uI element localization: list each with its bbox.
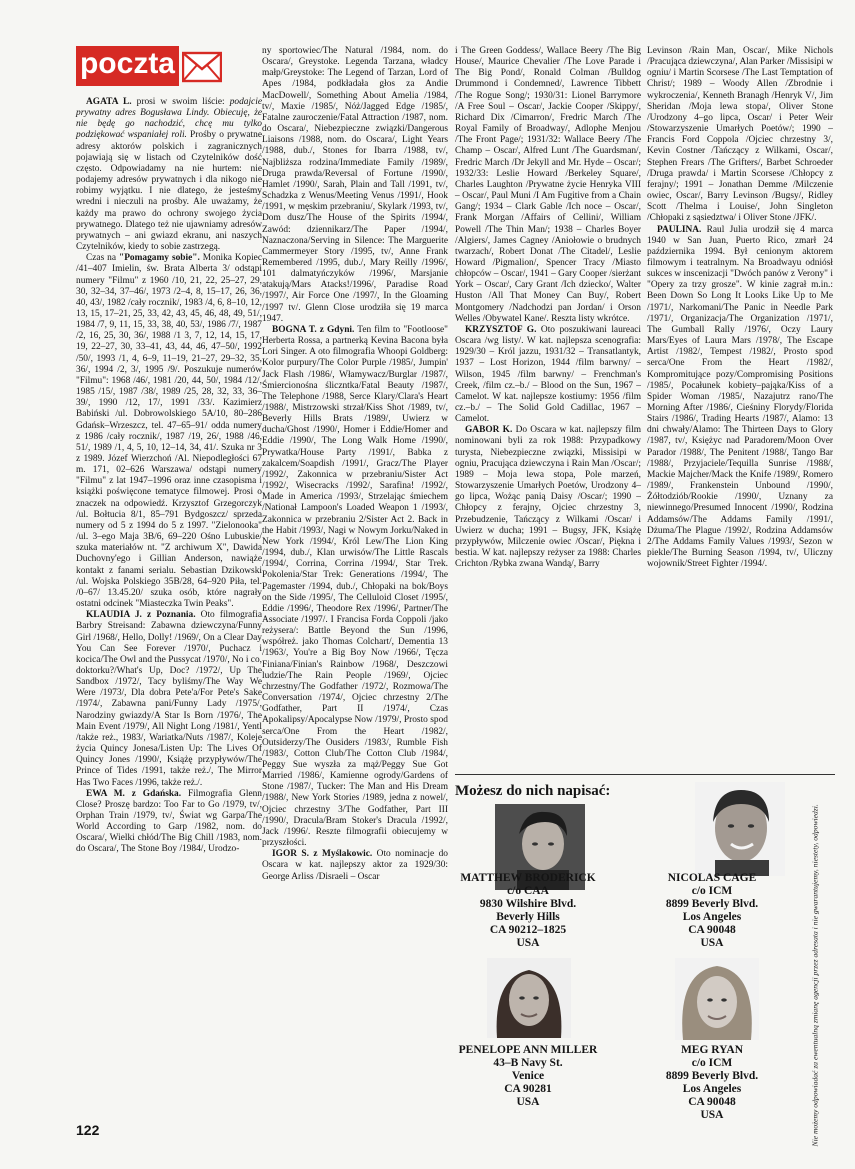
address-line: Los Angeles [682, 1083, 742, 1095]
celebrity-name: PENELOPE ANN MILLER [458, 1044, 598, 1056]
letter-text: Oto poszukiwani laureaci Oscara /wg listy/. W kat. najlepsza scenografia: 1929/30 – Król jazzu, 1931/32 – Transatlantyk, 1937 – Lost Horizon, 1944 /film barwny/ – Wilson, 1945 /film barwny/ – Frenchman's Creek, /film cz.–b./ – Blood on the Sun, 1967 – Camelot. W kat. najlepsze kostiumy: 1956 /film cz.–b./ – The Solid Gold Cadillac, 1967 – Camelot. [455, 324, 641, 425]
letter-author: PAULINA. [657, 224, 702, 235]
portrait-photo [487, 958, 571, 1038]
letter-text: Oto nominacje do Oscara w kat. najlepszy aktor za 1929/30: George Arliss /Disraeli – Oscar [262, 849, 448, 882]
letter-author: IGOR S. z Myślakowic. [272, 849, 373, 860]
section-title: poczta [76, 46, 179, 86]
address-line: USA [516, 937, 540, 949]
address-card [443, 1044, 613, 1109]
address-line: 8899 Beverly Blvd. [665, 1070, 759, 1082]
page-number: 122 [76, 1122, 100, 1138]
portrait-photo [675, 958, 759, 1040]
address-line: c/o CAA [507, 885, 549, 897]
address-line: Venice [511, 1070, 545, 1082]
letter-lead: prosi w swoim liście: [131, 97, 230, 107]
address-line: c/o ICM [691, 1057, 733, 1069]
letter-text: Filmografia Glenn Close? Proszę bardzo: Too Far to Go /1979, tv/, Orphan Train /1979, tv/, Świat wg Garpa/The World According to Garp /1982, nom. do Oscara/, Wielki chłód/The Big Chill /1983, nom. do Oscara/, The Stone Boy /1984/, Urodzo- [76, 788, 262, 855]
letter-author: GABOR K. [465, 425, 513, 436]
letter-igor-continued: i The Green Goddess/, Wallace Beery /The Big House/, Maurice Chevalier /The Love Parade i The Big Pond/, Ronald Colman /Bulldog Drummond i Condemned/, Lawrence Tibbett /The Rogue Song/; 1930/31: Lionel Barrymore /A Free Soul – Oscar/, Jackie Cooper /Skippy/, Richard Dix /Cimarron/, Fredric March /The Royal Family of Broadway/, Adlophe Menjou /The Front Page/; 1931/32: Wallace Beery /The Champ – Oscar/, Alfred Lunt /The Guardsman/, Fredric March /Dr Jekyll and Mr. Hyde – Oscar/; 1932/33: Leslie Howard /Berkeley Square/, Charles Laughton /Prywatne życie Henryka VIII – Oscar/, Paul Muni /I Am Fugitive from a Chain Gang/; 1934 – Clark Gable /Ich noce – Oscar/, Frank Morgan /Affairs of Cellini/, William Powell /The Thin Man/; 1938 – Charles Boyer /Algiers/, James Cagney /Aniołowie o brudnych twarzach/, Robert Donat /The Citadel/, Leslie Howard /Pigmalion/, Spencer Tracy /Miasto chłopców – Oscar/, 1941 – Gary Cooper /sierżant York – Oscar/, Cary Grant /Ich dziecko/, Walter Huston /All That Money Can Buy/, Robert Montgomery /Nadchodzi pan Jordan/ i Orson Welles /Obywatel Kane/. Reszta listy wkrótce. [455, 46, 641, 324]
notice-lead: Czas na [86, 253, 119, 264]
letter-ewa [76, 789, 262, 856]
letter-author: KLAUDIA J. z Poznania. [86, 610, 196, 621]
address-line: CA 90281 [504, 1083, 552, 1095]
divider [455, 774, 835, 775]
letter-author: EWA M. z Gdańska. [86, 788, 182, 799]
letter-author: KRZYSZTOF G. [465, 324, 537, 335]
letter-text: Prośby o prywatne adresy aktorów polskich i zagranicznych pojawiają się w listach od Czytelników dość często. Odpowiadamy na nie hurtem: nie podajemy adresów prywatnych i dla nikogo nie robimy wyjątku. I nie dlatego, że jesteśmy wredni i nieczuli na prośby. Ale uważamy, że każdy ma prawo do ochrony swojego życia prywatnego. Dlatego też nie ujawniamy adresów prywatnych – ani gwiazd ekranu, ani naszych Czytelników, kiedy to sobie zastrzegą. [76, 130, 262, 253]
celebrity-name: MEG RYAN [680, 1044, 744, 1056]
addresses-heading: Możesz do nich napisać: [455, 783, 611, 799]
exchange-notices [76, 253, 262, 610]
letter-author: AGATA L. [86, 97, 132, 107]
celebrity-name: MATTHEW BRODERICK [460, 872, 596, 884]
address-card [627, 872, 797, 950]
address-line: USA [516, 1096, 540, 1108]
letter-text: Ten film to "Footloose" Herberta Rossa, a partnerką Kevina Bacona była Lori Singer. A oto filmografia Whoopi Goldberg: Kolor purpury/The Color Purple /1985/, Jumpin' Jack Flash /1986/, Włamywacz/Burglar /1987/, Śmiercionośna śliczntka/Fatal Beauty /1987/, The Telephone /1988, Serce Klary/Clara's Heart /1988/, Mistrzowski strzał/Kiss Shot /1989, tv/, Beverly Hills Brats /1989/, Uwierz w ducha/Ghost /1990/, Homer i Eddie/Homer and Eddie /1990/, The Long Walk Home /1990/, Prywatka/House Party /1991/, Babka z zakalcem/Soapdish /1991/, Gracz/The Player /1992/, Zakonnica w przebraniu/Sister Act /1992/, Wisecracks /1992/, Sarafina! /1992/, Made in America /1993/, Strzelając śmiechem /Nationał Lampoon's Loaded Weapon 1 /1993/, Zakonnica w przebraniu 2/Sister Act 2. Back in the Habit /1993/, Nagi w Nowym Jorku/Naked in New York /1994/, Król Lew/The Lion King /1994, dub./, Klan urwisów/The Little Rascals /1994/, Corrina, Corrina /1994/, Star Trek. Pokolenia/Star Trek: Generations /1994/, The Pagemaster /1994, dub./, Chłopaki na bok/Boys on the Side /1995/, The Celluloid Closet /1995/, Eddie /1996/, Theodore Rex /1996/, Partner/The Associate /1997/. I Francisa Forda Coppoli /jako reżysera/: Battle Beyond the Sun /1996, współreż. jako Thomas Colchart/, Dementia 13 /1963/, You're a Big Boy Now /1966/, Tęcza Finiana/Finian's Rainbow /1968/, Deszczowi ludzie/The Rain People /1969/, Ojciec chrzestny/The Godfather /1972/, Rozmowa/The Conversation /1974/, Ojciec chrzestny 2/The Godfather, Part II /1974/, Czas Apokalipsy/Apocalypse Now /1979/, Prosto spod serca/One From the Heart /1982/, Outsiderzy/The Ousiders /1983/, Rumble Fish /1983/, Cotton Club/The Cotton Club /1984/, Peggy Sue wyszła za mąż/Peggy Sue Got Married /1986/, Kamienne ogrody/Gardens of Stone /1987/, Tucker: The Man and His Dream /1988/, New York Stories /1989, jedna z nowel/, Ojciec chrzestny 3/The Godfather, Part III /1990/, Dracula/Bram Stoker's Dracula /1992/, Jack /1996/. Reszte filmografii obiecujemy w przyszłości. [262, 324, 448, 849]
text-column-2 [262, 46, 448, 1133]
letter-krzysztof [455, 325, 641, 425]
letter-gabor [455, 425, 641, 570]
section-masthead [76, 46, 226, 86]
address-line: 9830 Wilshire Blvd. [479, 898, 577, 910]
notice-text: Monika Kopiec /41–407 Imielin, św. Brata Alberta 3/ odstąpi numery "Filmu" z 1960 /10, 21, 22, 25–27, 29, 30, 32–34, 37–46/, 1973 /2–4, 8, 15–17, 26, 36, 40, 43/, 1982 /cały rocznik/, 1983 /4, 6, 8–10, 12, 13, 15, 17–21, 25, 33, 42, 43, 45, 46, 48, 49, 51/, 1984 /7, 9, 11, 15, 33, 38, 40, 53/, 1986 /7/, 1987 /2, 16, 25, 30, 36/, 1988 /1 3, 7, 12, 14, 15, 17, 19, 22–27, 30, 33–41, 43, 44, 46, 47–50/, 1992 /50/, 1993 /1, 4, 6–9, 11–19, 21–27, 29–32, 35, 36/, 1994 /2, 3/, 1995 /9/. Poszukuje numerów "Filmu": 1968 /46/, 1981 /20, 44, 50/, 1984 /12/, 1985 /15/, 1987 /38/, 1989 /25, 28, 32, 33, 36–39/, 1990 /12, 17/, 1991 /33/. Kazimierz Babiński /ul. Dobrowolskiego 5A/10, 80–286 Gdańsk–Wrzeszcz, tel. 47–65–91/ odda numery z 1986 /cały rocznik/, 1987 /19, 26/, 1988 /46, 51/, 1989 /1, 4, 5, 10, 12–14, 34, 41/. Szuka nr 3 z 1989. Józef Wierzchoń /Al. Niepodległości 67 m. 171, 02–626 Warszawa/ odstąpi numery "Filmu" z lat 1947–1996 oraz inne czasopisma i książki poświęcone tematyce filmowej. Prosi o znaczek na odpowiedź. Krzysztof Grzegorczyk /ul. Bołtucia 8/1, 85–791 Bydgoszcz/ sprzeda numery od 5 z 1994 do 5 z 1997. "Zielonooka" /ul. 3–ego Maja 3B/6, 69–220 Ośno Lubuskie/ szuka materiałów nt. "Z archiwum X", Dawida Duchovny'ego i Gillian Anderson, nawiąże kontakt z fanami serialu. Sebastian Dzikowski /ul. Wojska Polskiego 35B/28, 64–920 Piła, tel. /0–67/ 13.45.20/ szuka osób, które nagrały ostatni odcinek "Miasteczka Twin Peaks". [76, 253, 262, 610]
letter-text: Oto filmografia Barbry Streisand: Zabawna dziewczyna/Funny Girl /1968/, Hello, Dolly! /1969/, On a Clear Day You Can See Forever /1970/, Puchacz i kocica/The Owl and the Pussycat /1970/, No i co, doktorku?/What's Up, Doc? /1972/, Up The Sandbox /1972/, Tacy byliśmy/The Way We Were /1973/, Dla dobra Pete'a/For Pete's Sake /1974/, Zabawna pani/Funny Lady /1975/, Narodziny gwiazdy/A Star Is Born /1976/, The Main Event /1979/, All Night Long /1981/, Yentl /także reż., 1983/, Wariatka/Nuts /1987/, Koleje życia Quincy Jonesa/Listen Up: The Lives Of Quincy Jones /1990/, Książę przypływów/The Prince of Tides /1991, także reż./, The Mirror Has Two Faces /1996, także reż./. [76, 610, 263, 788]
text-column-3 [455, 46, 641, 746]
letter-ewa-continued: ny sportowiec/The Natural /1984, nom. do Oscara/, Greystoke. Legenda Tarzana, władcy małp/Greystoke: The Legend of Tarzan, Lord of Apes /1984, podkładała głos za Andie MacDowell/, Something About Amelia /1984, tv/, Maxie /1985/, Nóż/Jagged Edge /1985/, Fatalne zauroczenie/Fatal Attraction /1987, nom. do Oscara/, Niebezpieczne związki/Dangerous Liaisons /1988, nom. do Oscara/, Light Years /1988, dub./, Stones for Ibarra /1988, tv/, Najbliższa rodzina/Immediate Family /1989/, Druga prawda/Reversal of Fortune /1990/, Hamlet /1990/, Sarah, Plain and Tall /1991, tv/, Schadzka z Wenus/Meeting Venus /1991/, Hook /1991, w męskim przebraniu/, Skylark /1993, tv/, Dom dusz/The House of the Spirits /1994/, Zawód: dziennikarz/The Paper /1994/, Naznaczona/Serving in Silence: The Marguerite Cammermeyer Story /1995, tv/, Anne Frank Remembered /1995, dub./, Mary Reilly /1996/, 101 dalmatyńczyków /1996/, Marsjanie atakują/Mars Atacks!/1996/, Paradise Road /1997/, Air Force One /1997/, In the Gloaming /1997 tv/. Glenn Close urodziła się 19 marca 1947. [262, 46, 448, 324]
letter-klaudia [76, 610, 262, 789]
address-line: CA 90212–1825 [489, 924, 567, 936]
letter-paulina [647, 225, 833, 571]
disclaimer-note [808, 700, 822, 1160]
disclaimer-text: Nie możemy odpowiadać za ewentualną zmianę agencji przez adresata i nie gwarantujemy, niestety, odpowiedzi. [810, 804, 820, 1147]
letter-author: BOGNA T. z Gdyni. [272, 324, 355, 335]
address-line: USA [700, 937, 724, 949]
letter-agata [76, 97, 262, 253]
letter-text: Raul Julia urodził się 4 marca 1940 w San Juan, Puerto Rico, zmarł 24 października 1994. Był cenionym aktorem filmowym i teatralnym. Na Broadwayu odniósł sukces w inscenizacji "Dwóch panów z Verony" i "Opery za trzy grosze". W kinie zagrał m.in.: Been Down So Long It Looks Like Up to Me /1971/, Narkomani/The Panic in Needle Park /1971/, Organizacja/The Organization /1971/, The Gumball Rally /1976/, Oczy Laury Mars/Eyes of Laura Mars /1978/, The Escape Artist /1982/, Tempest /1982/, Prosto spod serca/One From the Heart /1982/, Kompromitujące pozy/Compromising Positions /1985/, Pocałunek kobiety–pająka/Kiss of a Spider Woman /1985/, Nazajutrz rano/The Morning After /1986/, Cieśniny Florydy/Florida Stairs /1986/, Trading Hearts /1987/, Alamo: 13 dni chwały/Alamo: The Thirteen Days to Glory /1987, tv/, Księżyc nad Paradorem/Moon Over Parador /1988/, The Penitent /1988/, Tango Bar /1988/, Przyjaciele/Tequilla Sunrise /1988/, Mackie Majcher/Mack the Knife /1989/, Romero /1989/, Frankenstein Unbound /1990/, Żółtodziób/Rookie /1990/, Uznany za niewinnego/Presumed Innocent /1990/, Rodzina Addamsów/The Addams Family /1991/, Dżuma/The Plague /1992/, Rodzina Addamsów 2/The Addams Family Values /1993/, Sezon w piekle/The Burning Season /1994, tv/, Uliczny wojownik/Street Fighter /1994/. [647, 224, 833, 570]
text-column-1 [76, 97, 262, 1133]
address-line: Los Angeles [682, 911, 742, 923]
celebrity-addresses [455, 782, 785, 1142]
address-line: CA 90048 [688, 1096, 736, 1108]
letter-quote: podajcie prywatny adres Bogusława Lindy. Obiecuję, że nie będę go nachodzić, chcę mu tylko podziękować wspaniałej roli. [76, 97, 262, 141]
envelope-icon [182, 50, 222, 84]
letter-bogna [262, 325, 448, 849]
address-card [627, 1044, 797, 1122]
celebrity-name: NICOLAS CAGE [667, 872, 757, 884]
address-line: Beverly Hills [496, 911, 560, 923]
address-line: 43–B Navy St. [493, 1057, 563, 1069]
letter-text: Do Oscara w kat. najlepszy film nominowani byli za rok 1988: Przypadkowy turysta, Niebezpieczne związki, Missisipi w ogniu, Pracująca dziewczyna i Rain Man /Oscar/; 1989 – Moja lewa stopa, Pole marzeń, Stowarzyszenie Umarłych Poetów, Urodzony 4–go lipca, Wożąc panią Daisy /Oscar/; 1990 – Chłopcy z ferajny, Ojciec chrzestny 3, Przebudzenie, Tańczący z Wilkami /Oscar/ i Uwierz w ducha; 1991 – Bugsy, JFK, Książę przypływów, Milczenie owiec /Oscar/, Piękna i bestia. W kat. najlepszy reżyser za 1988: Charles Crichton /Rybka zwana Wandą/, Barry [455, 425, 642, 570]
address-card [443, 872, 613, 950]
portrait-photo [695, 782, 785, 876]
address-line: CA 90048 [688, 924, 736, 936]
address-line: USA [700, 1109, 724, 1121]
notice-heading: "Pomagamy sobie". [119, 253, 200, 264]
letter-igor [262, 849, 448, 882]
address-line: c/o ICM [691, 885, 733, 897]
address-line: 8899 Beverly Blvd. [665, 898, 759, 910]
text-column-4 [647, 46, 833, 746]
letter-gabor-continued: Levinson /Rain Man, Oscar/, Mike Nichols /Pracująca dziewczyna/, Alan Parker /Missisipi w ogniu/ i Martin Scorsese /The Last Temptation of Christ/; 1989 – Woody Allen /Zbrodnie i wykroczenia/, Kenneth Branagh /Henryk V/, Jim Sheridan /Moja lewa stopa/, Oliver Stone /Urodzony 4–go lipca, Oscar/ i Peter Weir /Stowarzyszenie Umarłych Poetów/; 1990 – Francis Ford Coppola /Ojciec chrzestny 3/, Kevin Costner /Tańczący z Wilkami, Oscar/, Stephen Frears /The Grifters/, Barbet Schroeder /Druga prawda/ i Martin Scorsese /Chłopcy z ferajny/; 1991 – Jonathan Demme /Milczenie owiec, Oscar/, Barry Levinson /Bugsy/, Ridley Scott /Thelma i Louise/, John Singleton /Chłopaki z sąsiedztwa/ i Oliver Stone /JFK/. [647, 46, 833, 224]
